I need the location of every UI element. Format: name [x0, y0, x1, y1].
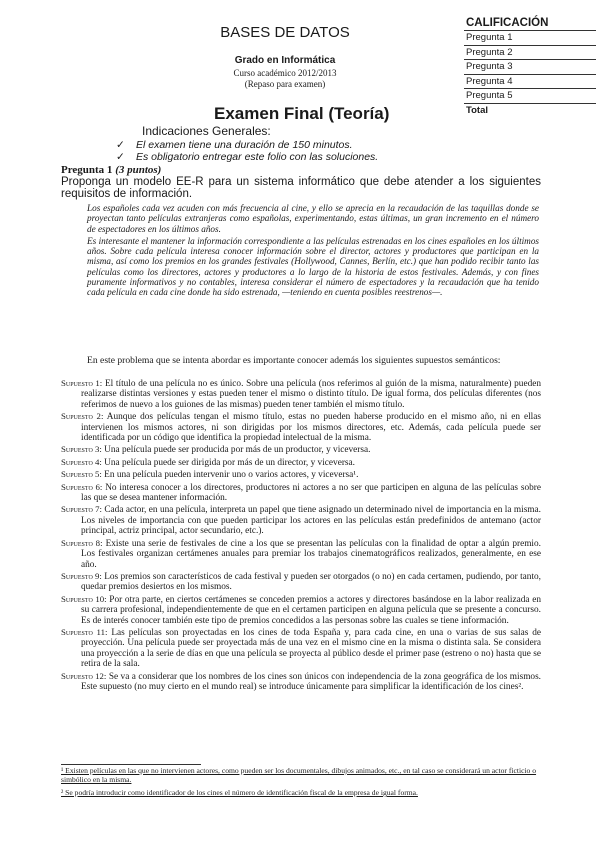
assumption-item [61, 594, 541, 626]
assumption-text: Por otra parte, en ciertos certámenes se conceden premios a actores y directores basándose en la labor realizada en su carrera profesional, independientemente de que en el certamen participen en alguna película que se presente a concurso. Es de interés conocer también este tipo de premios concedidos a las personas sobre las cuales se tiene información. [81, 594, 541, 626]
instruction-item [116, 139, 353, 151]
academic-year: Curso académico 2012/2013 [233, 68, 337, 78]
exam-title: Examen Final (Teoría) [214, 104, 390, 123]
quote-paragraph: Los españoles cada vez acuden con más frecuencia al cine, y ello se aprecia en la recaudación de las taquillas donde se proyectan tanto películas extranjeras como españolas, experimentando, estas últimas, un gran incremento en el número de espectadores en los últimos años. [87, 203, 539, 234]
assumption-label: Supuesto 3: [61, 444, 102, 455]
assumption-text: Una película puede ser dirigida por más de un director, y viceversa. [104, 457, 355, 468]
assumption-label: Supuesto 8: [61, 537, 103, 548]
check-icon: ✓ [116, 151, 125, 163]
assumption-text: El título de una película no es único. Sobre una película (nos referimos al guión de la misma, naturalmente) pueden realizarse distintas versiones y estas pueden tener el mismo o distinto título. De igual forma, dos películas diferentes (nos referimos de nuevo a los guiones de las mismas) pueden tener también el mismo título. [81, 379, 541, 410]
question-intro: Proponga un modelo EE-R para un sistema informático que debe atender a los siguientes requisitos de información. [61, 176, 541, 200]
grade-row-1: Pregunta 1 [464, 31, 596, 46]
grade-box [464, 16, 596, 117]
assumption-item [61, 482, 541, 504]
assumption-text: Los premios son característicos de cada festival y pueden ser otorgados (o no) en cada certamen, pudiendo, por tanto, quedar premios desiertos en los mismos. [81, 571, 541, 593]
assumption-item [61, 469, 541, 480]
assumption-label: Supuesto 2: [61, 411, 104, 422]
question-label: Pregunta 1 [61, 164, 113, 176]
assumption-label: Supuesto 9: [61, 570, 102, 581]
assumption-label: Supuesto 4: [61, 456, 102, 467]
footnotes [61, 766, 543, 801]
assumption-text: No interesa conocer a los directores, productores ni actores a no ser que participen en alguna de las películas sobre las que se desea mantener información. [81, 482, 541, 504]
scenario-quote [87, 203, 539, 300]
assumption-item [61, 571, 541, 593]
assumption-label: Supuesto 1: [61, 378, 103, 388]
degree-name: Grado en Informática [234, 55, 336, 66]
assumption-item [61, 671, 541, 693]
footnote: ² Se podría introducir como identificador de los cines el número de identificación fiscal de la empresa de igual forma. [61, 788, 418, 797]
assumption-label: Supuesto 11: [61, 626, 108, 637]
question-heading [61, 164, 161, 176]
assumption-label: Supuesto 6: [61, 481, 103, 492]
quote-paragraph: Es interesante el mantener la información correspondiente a las películas estrenadas en los cines españoles en los últimos años. Sobre cada película interesa conocer información sobre el director, actores y productores que participan en la misma, así como los premios en los grandes festivales (Hollywood, Cannes, Berlín, etc.) que han podido recibir tanto las películas como los directores, actores y productores a lo largo de la historia de estos festivales. Además, y con fines puramente informativos y no contables, interesa considerar el número de espectadores y la recaudación que ha tenido cada película en cada cine donde ha sido estrenada, —teniendo en cuenta posibles reestrenos—. [87, 235, 539, 298]
assumption-item [61, 504, 541, 536]
grade-row-5: Pregunta 5 [464, 89, 596, 104]
grade-row-3: Pregunta 3 [464, 60, 596, 75]
instruction-item [116, 151, 378, 163]
grade-box-title: CALIFICACIÓN [464, 16, 596, 31]
grade-row-total: Total [466, 104, 488, 116]
assumptions-list [61, 378, 541, 693]
assumption-text: Las películas son proyectadas en los cines de toda España y, para cada cine, en una o varias de sus salas de proyección. Una película puede ser proyectada más de una vez en el mismo cine en la misma o distinta sala. Se considera una proyección a la serie de días en que una película se proyecta al público desde el primer pase (estreno o no) hasta que se retira de la sala. [81, 627, 541, 670]
footnote-divider [61, 764, 201, 765]
assumption-label: Supuesto 5: [61, 469, 102, 480]
grade-row-4: Pregunta 4 [464, 75, 596, 90]
assumption-item [61, 411, 541, 443]
assumption-text: Aunque dos películas tengan el mismo título, estas no pueden haberse producido en el mismo año, ni en ellas intervienen los mismos actores, ni son dirigidas por los mismos directores, etc. Además, cada película puede ser identificada por un código que identifica la propiedad intelectual de la misma. [81, 412, 541, 444]
assumption-text: Existe una serie de festivales de cine a los que se presentan las películas con la finalidad de optar a algún premio. Los festivales organizan certámenes anuales para premiar los trabajos cinematográficos realizados, generalmente, en ese año. [81, 538, 541, 570]
assumption-label: Supuesto 12: [61, 670, 107, 681]
footnote: ¹ Existen películas en las que no intervienen actores, como pueden ser los documentales, dibujos animados, etc., en tal caso se considerará un actor ficticio o simbólico en la misma. [61, 766, 537, 784]
assumption-label: Supuesto 10: [61, 593, 107, 604]
instructions-heading: Indicaciones Generales: [142, 124, 271, 138]
instruction-text: El examen tiene una duración de 150 minutos. [136, 139, 353, 151]
grade-row-2: Pregunta 2 [464, 46, 596, 61]
check-icon: ✓ [116, 139, 125, 151]
assumption-text: Una película puede ser producida por más de un productor, y viceversa. [104, 445, 371, 456]
course-title: BASES DE DATOS [220, 24, 350, 41]
assumption-item [61, 457, 541, 468]
review-note: (Repaso para examen) [244, 79, 326, 89]
problem-intro: En este problema que se intenta abordar es importante conocer además los siguientes supuestos semánticos: [87, 355, 501, 366]
assumption-label: Supuesto 7: [61, 504, 102, 515]
instruction-text: Es obligatorio entregar este folio con las soluciones. [136, 151, 379, 163]
question-points: (3 puntos) [115, 164, 162, 176]
assumption-item [61, 538, 541, 570]
assumption-text: Cada actor, en una película, interpreta un papel que tiene asignado un determinado nivel de importancia en la misma. Los niveles de importancia con que pueden participar los actores en las películas están predefinidos de antemano (actor principal, actriz principal, actor secundario, etc.). [81, 505, 541, 537]
assumption-item [61, 378, 541, 410]
assumption-text: Se va a considerar que los nombres de los cines son únicos con independencia de la zona geográfica de los mismos. Este supuesto (no muy cierto en el mundo real) se introduce únicamente para simplificar la identificación de los cines². [81, 671, 542, 692]
assumption-text: En una película pueden intervenir uno o varios actores, y viceversa¹. [104, 470, 359, 481]
assumption-item [61, 627, 541, 670]
assumption-item [61, 444, 541, 455]
